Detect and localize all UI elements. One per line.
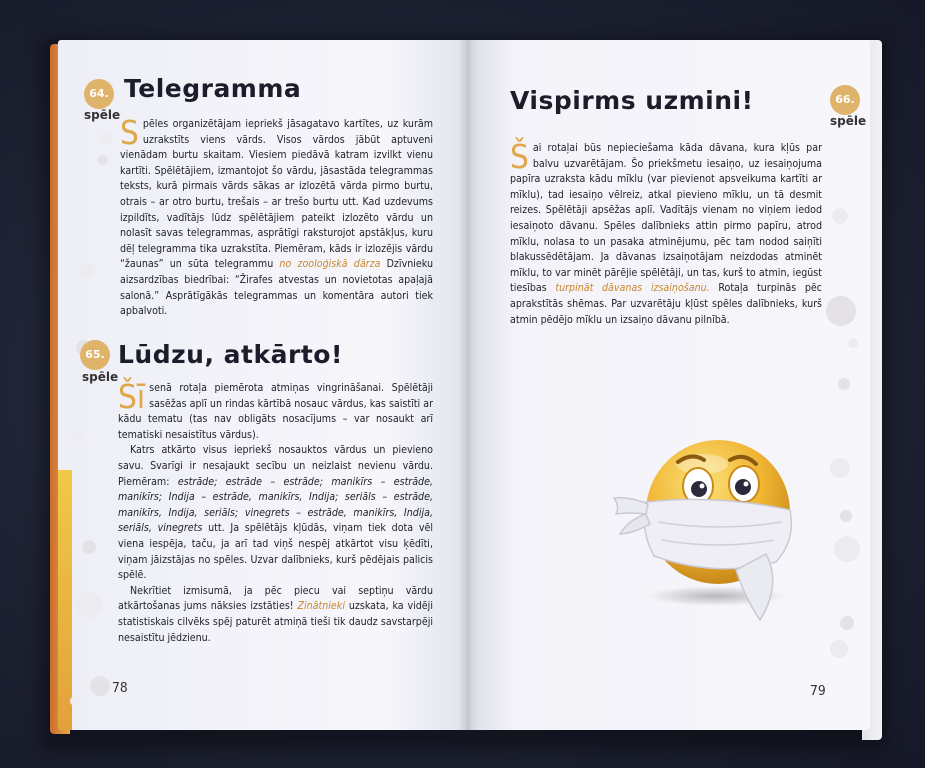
drop-cap: S	[120, 113, 139, 152]
game-number-badge: 65.	[80, 340, 110, 370]
decor-dot	[840, 510, 852, 522]
section-body	[120, 113, 433, 320]
highlighted-phrase: turpināt dāvanas izsaiņošanu.	[555, 282, 710, 295]
game-label: spēle	[82, 370, 119, 384]
game-number-badge: 66.	[830, 85, 860, 115]
highlighted-phrase: no zooloģiskā dārza	[279, 258, 381, 271]
decor-dot	[834, 536, 860, 562]
book-spine	[458, 40, 480, 730]
decorative-strip	[58, 470, 72, 730]
decor-dot	[70, 696, 80, 706]
section-body	[510, 137, 823, 328]
body-paragraph: Dzīvnieku aizsardzības biedrībai: “Žirafes atvestas un novietotas apaļajā salonā.” Asprātīgākās telegrammas un komentāra autori tiek apbalvoti.	[120, 258, 433, 318]
game-number-badge: 64.	[84, 79, 114, 109]
body-paragraph: pēles organizētājam iepriekš jāsagatavo kartītes, uz kurām uzrakstīts viens vārds. Visos vārdos jābūt aptuveni vienādam burtu skaitam. Viesiem piedāvā katram izvilkt vienu kartīti. Spēlētājiem, izmantojot šo vārdu, jāsastāda telegrammas teksts, kurā pirmais vārds sākas ar izlozētā vārda pirmo burtu, otrais – ar otro burtu, trešais – ar trešo burtu utt. Kad uzdevums izpildīts, vadītājs lūdz spēlētājiem pateikt izlozēto vārdu un nolasīt savas telegrammas, asprātīgi raksturojot apstākļus, kuru dēļ telegramma tika uzrakstīta. Piemēram, kāds ir izlozējis vārdu “žaunas” un sūta telegrammu	[120, 118, 433, 271]
decor-dot	[76, 592, 102, 618]
example-sequence: estrāde; estrāde – estrāde; manikīrs – estrāde, manikīrs; Indija – estrāde, manikīrs, Indija; seriāls – estrāde, manikīrs, Indija, seriāls; vinegrets – estrāde, manikīrs, Indija, seriāls, vinegrets	[118, 475, 434, 535]
decor-dot	[826, 296, 856, 326]
decor-dot	[848, 338, 858, 348]
decor-dot	[838, 378, 850, 390]
drop-cap: Šī	[118, 377, 146, 416]
body-paragraph: ai rotaļai būs nepieciešama kāda dāvana, kura kļūs par balvu uzvarētājam. Šo priekšmetu iesaiņo, uz iesaiņojuma papīra uzraksta kādu mīklu (var pievienot apsveikuma kartīti ar mīklu), tad iesaiņo vēlreiz, atkal pievieno mīklu, un tā desmit reizes. Spēlētāji apsēžas aplī. Vadītājs vienam no viņiem iedod iesaiņoto dāvanu. Spēles dalībnieks attin pirmo papīru, atrod mīklu, nolasa to un pasaka atminējumu, pēc tam nodod saiņīti blakussēdētājam. Ja dāvanas izsaiņotājam neizdodas atminēt mīklu, to var minēt pārējie spēlētāji, un tas, kurš to atmin, iegūst tiesības	[510, 142, 822, 295]
decor-dot	[80, 264, 94, 278]
section-title: Lūdzu, atkārto!	[118, 340, 343, 369]
decor-dot	[830, 458, 850, 478]
section-title: Vispirms uzmini!	[510, 86, 754, 115]
section-body	[118, 377, 434, 646]
game-label: spēle	[830, 114, 867, 128]
decor-dot	[832, 208, 848, 224]
highlighted-phrase: Zinātnieki	[297, 600, 345, 613]
body-paragraph: Rotaļa turpinās pēc aprakstītās shēmas. Par uzvarētāju kļūst spēles dalībnieks, kurš atmin pēdējo mīklu un izsaiņo dāvanu pilnībā.	[510, 282, 823, 326]
body-paragraph: uzskata, ka vidēji statistiskais cilvēks spēj paturēt atmiņā tieši tik daudz savstarpēji nesaistītu jēdzienu.	[118, 600, 433, 644]
decor-dot	[830, 640, 848, 658]
decor-dot	[98, 155, 108, 165]
body-paragraph: Nekrītiet izmisumā, ja pēc piecu vai septiņu vārdu atkārtošanas jums nāksies izstāties!	[118, 584, 433, 613]
decor-dot	[840, 616, 854, 630]
body-paragraph: Katrs atkārto visus iepriekš nosauktos vārdus un pievieno savu. Svarīgi ir nesajaukt secību un neizlaist nevienu vārdu. Piemēram:	[118, 444, 433, 488]
decor-dot	[72, 432, 82, 442]
page-number: 78	[112, 681, 128, 696]
section-title: Telegramma	[124, 74, 302, 103]
page-number: 79	[810, 684, 826, 699]
game-label: spēle	[84, 108, 121, 122]
decor-dot	[100, 132, 112, 144]
body-paragraph: utt. Ja spēlētājs kļūdās, viņam tiek dota vēl viena iespēja, taču, ja arī tad viņš nespēj atkārtot visu ķēdīti, viņam jāizstājas no spēles. Uzvar dalībnieks, kurš pēdējais palicis spēlē.	[118, 522, 433, 582]
body-paragraph: senā rotaļa piemērota atmiņas vingrināšanai. Spēlētāji sasēžas aplī un rindas kārtībā nosauc vārdus, kas saistīti ar kādu tematu (tas nav obligāts nosacījums – var nosaukt arī tematiski nesaistītus vārdus).	[118, 382, 433, 441]
masked-smiley-illustration	[606, 424, 816, 624]
drop-cap: Š	[510, 137, 529, 176]
decor-dot	[82, 540, 96, 554]
decor-dot	[90, 676, 110, 696]
